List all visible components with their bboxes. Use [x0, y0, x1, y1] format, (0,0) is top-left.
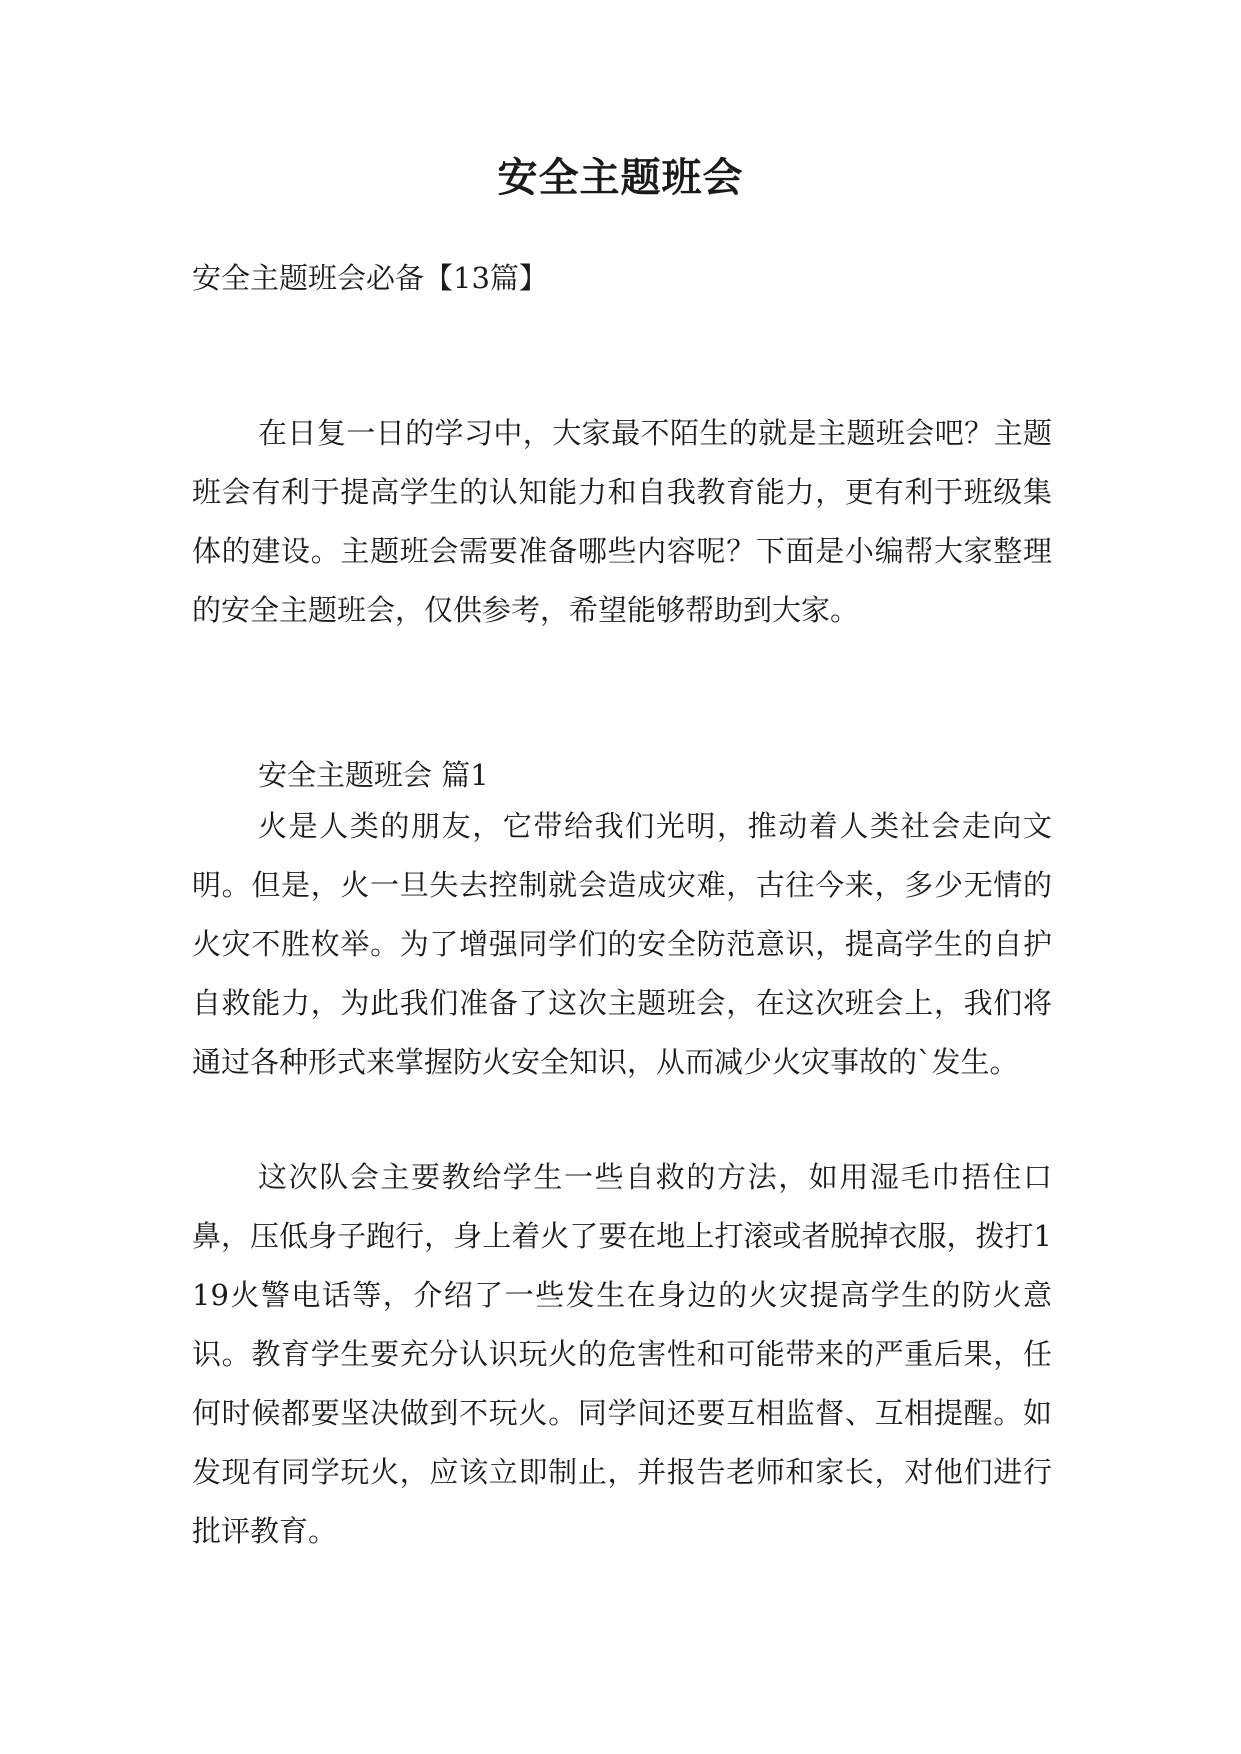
section-heading: 安全主题班会 篇1	[258, 758, 489, 792]
document-subtitle: 安全主题班会必备【13篇】	[192, 261, 548, 295]
intro-paragraph: 在日复一日的学习中，大家最不陌生的就是主题班会吧？主题班会有利于提高学生的认知能力和自我教育能力，更有利于班级集体的建设。主题班会需要准备哪些内容呢？下面是小编帮大家整理的安全主题班会，仅供参考，希望能够帮助到大家。	[192, 416, 1052, 627]
body-paragraph-1: 火是人类的朋友，它带给我们光明，推动着人类社会走向文明。但是，火一旦失去控制就会造成灾难，古往今来，多少无情的火灾不胜枚举。为了增强同学们的安全防范意识，提高学生的自护自救能力，为此我们准备了这次主题班会，在这次班会上，我们将通过各种形式来掌握防火安全知识，从而减少火灾事故的`发生。	[192, 809, 1052, 1079]
body-paragraph-2: 这次队会主要教给学生一些自救的方法，如用湿毛巾捂住口鼻，压低身子跑行，身上着火了要在地上打滚或者脱掉衣服，拨打119火警电话等，介绍了一些发生在身边的火灾提高学生的防火意识。教育学生要充分认识玩火的危害性和可能带来的严重后果，任何时候都要坚决做到不玩火。同学间还要互相监督、互相提醒。如发现有同学玩火，应该立即制止，并报告老师和家长，对他们进行批评教育。	[192, 1160, 1052, 1548]
page-title: 安全主题班会	[497, 154, 744, 201]
